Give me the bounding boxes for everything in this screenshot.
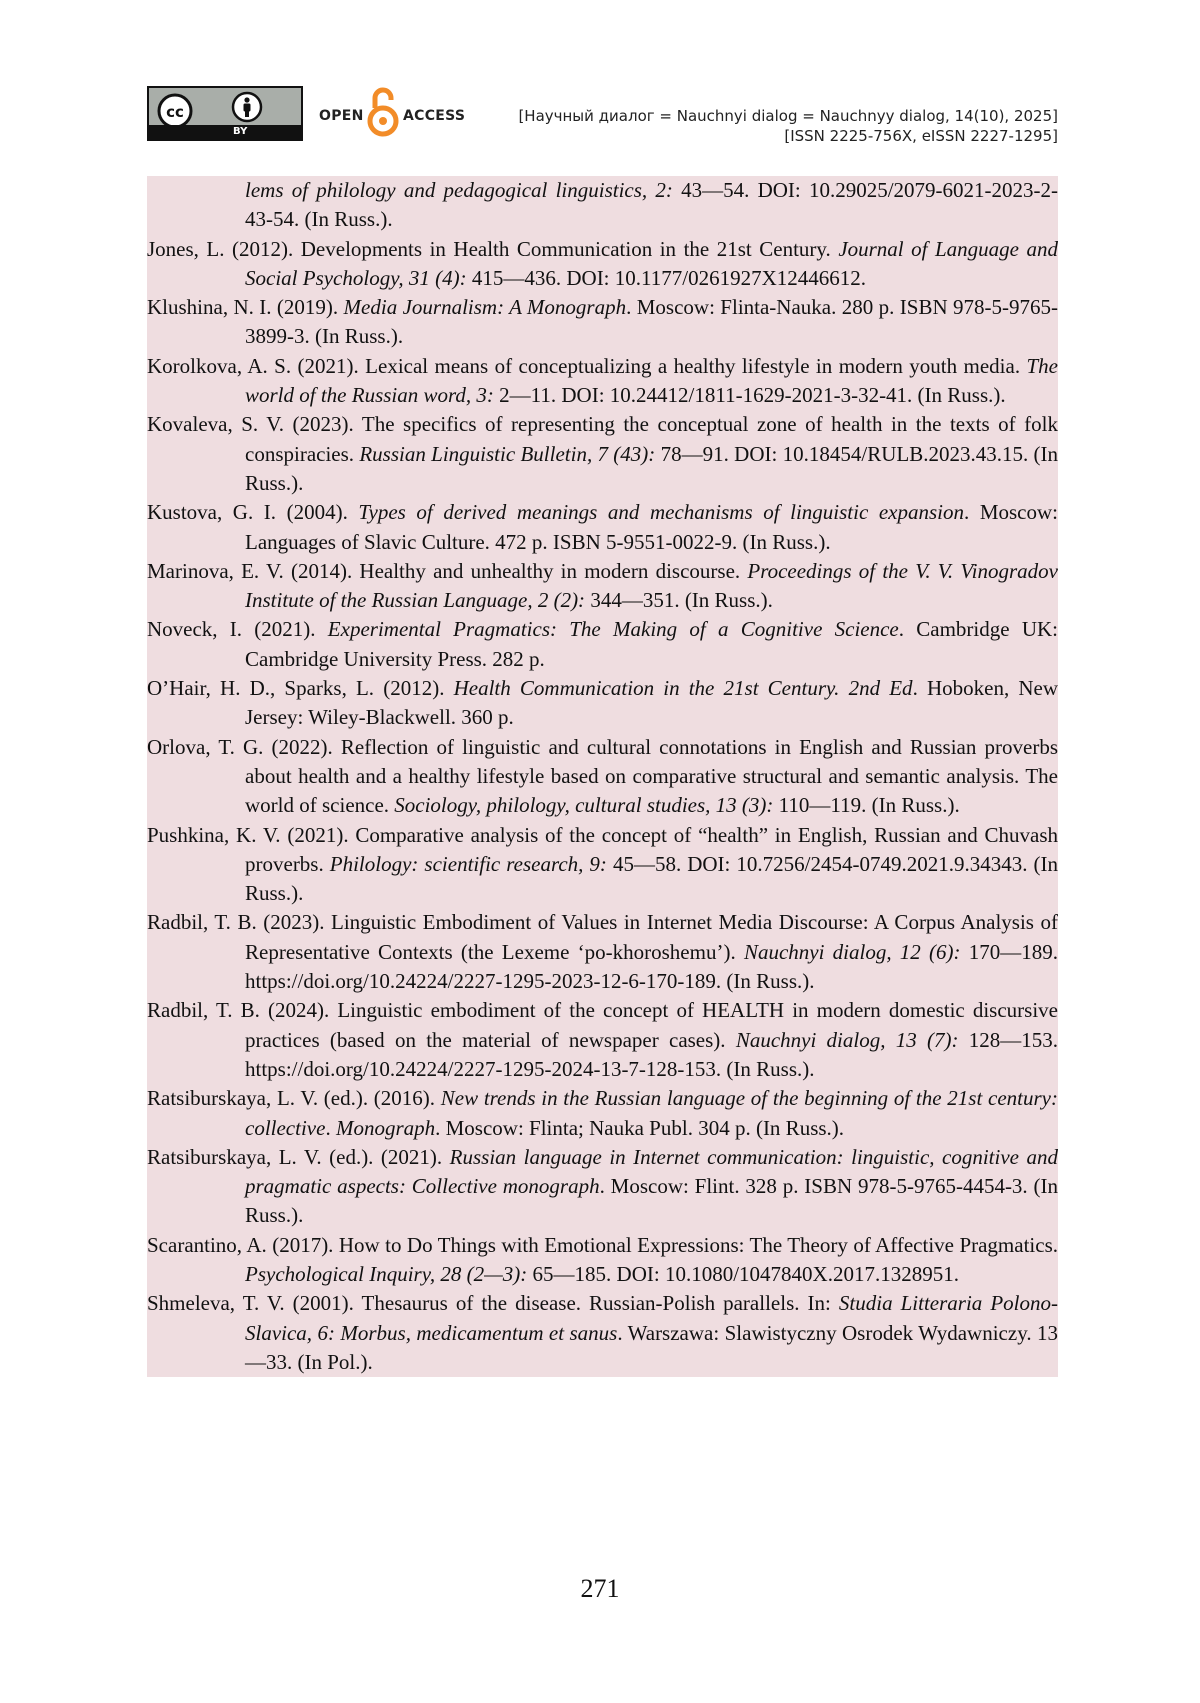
cc-by-license-badge[interactable] bbox=[147, 86, 303, 141]
reference-entry bbox=[147, 821, 1058, 909]
reference-text-segment: Ratsiburskaya, L. V. (ed.). (2021). bbox=[147, 1144, 450, 1169]
reference-text-segment: Shmeleva, T. V. (2001). Thesaurus of the disease. Russian-Polish parallels. In: bbox=[147, 1291, 839, 1316]
reference-italic-segment: Russian Linguistic Bulletin, 7 (43): bbox=[359, 441, 656, 466]
reference-text-segment: Kovaleva, S. V. (2023). The specifics of representing the conceptual zone of health in the texts of folk conspiracies. bbox=[147, 412, 1058, 466]
reference-entry bbox=[147, 498, 1058, 557]
reference-italic-segment: Philology: scientific research, 9: bbox=[329, 851, 607, 876]
reference-italic-segment: Proceedings of the V. V. Vinogradov Institute of the Russian Language, 2 (2): bbox=[245, 558, 1058, 613]
journal-citation-line: [Научный диалог = Nauchnyi dialog = Nauchnyy dialog, 14(10), 2025] bbox=[518, 107, 1058, 125]
reference-text-segment: Orlova, T. G. (2022). Reflection of linguistic and cultural connotations in English and Russian proverbs about health and a healthy lifestyle based on comparative structural and semantic analysis. The world of science. bbox=[147, 734, 1058, 818]
reference-text-segment: . Moscow: Languages of Slavic Culture. 472 p. ISBN 5-9551-0022-9. (In Russ.). bbox=[245, 500, 1058, 554]
reference-entry bbox=[147, 557, 1058, 616]
reference-text-segment: Marinova, E. V. (2014). Healthy and unhealthy in modern discourse. bbox=[147, 558, 748, 583]
reference-text-segment: . Moscow: Flint. 328 p. ISBN 978-5-9765-4454-3. (In Russ.). bbox=[245, 1174, 1058, 1228]
attribution-person-icon bbox=[231, 91, 263, 123]
reference-text-segment: 45—58. DOI: 10.7256/2454-0749.2021.9.34343. (In Russ.). bbox=[245, 851, 1058, 906]
reference-italic-segment: Health Communication in the 21st Century. 2nd Ed bbox=[453, 676, 913, 701]
reference-text-segment: . Warszawa: Slawistyczny Osrodek Wydawniczy. 13—33. (In Pol.). bbox=[245, 1320, 1058, 1374]
reference-entry bbox=[147, 996, 1058, 1084]
reference-entry bbox=[147, 908, 1058, 996]
reference-entry bbox=[147, 733, 1058, 821]
reference-text-segment: . Cambridge UK: Cambridge University Press. 282 p. bbox=[245, 617, 1058, 671]
reference-text-segment: 110—119. (In Russ.). bbox=[773, 793, 960, 818]
reference-text-segment: 170—189. https://doi.org/10.24224/2227-1295-2023-12-6-170-189. (In Russ.). bbox=[245, 939, 1059, 994]
reference-text-segment: Pushkina, K. V. (2021). Comparative analysis of the concept of “health” in English, Russian and Chuvash proverbs. bbox=[147, 822, 1058, 876]
reference-text-segment: 128—153. https://doi.org/10.24224/2227-1295-2024-13-7-128-153. (In Russ.). bbox=[245, 1027, 1058, 1081]
reference-italic-segment: The world of the Russian word, 3: bbox=[245, 353, 1058, 408]
open-access-label-right: ACCESS bbox=[403, 108, 466, 124]
reference-italic-segment: Psychological Inquiry, 28 (2—3): bbox=[245, 1261, 528, 1286]
open-access-logo[interactable] bbox=[319, 86, 469, 142]
reference-text-segment: 2—11. DOI: 10.24412/1811-1629-2021-3-32-41. (In Russ.). bbox=[493, 383, 1006, 408]
reference-italic-segment: Nauchnyi dialog, 13 (7): bbox=[735, 1027, 959, 1052]
page-header bbox=[147, 86, 1058, 144]
reference-list bbox=[147, 176, 1058, 1377]
svg-text:cc: cc bbox=[166, 103, 184, 121]
reference-text-segment: Korolkova, A. S. (2021). Lexical means of conceptualizing a healthy lifestyle in modern youth media. bbox=[147, 353, 1027, 378]
creative-commons-icon bbox=[157, 93, 193, 129]
reference-entry bbox=[147, 1231, 1058, 1290]
journal-meta bbox=[518, 106, 1058, 146]
reference-text-segment: 78—91. DOI: 10.18454/RULB.2023.43.15. (In Russ.). bbox=[245, 441, 1058, 495]
reference-entry bbox=[147, 1084, 1058, 1143]
reference-italic-segment: New trends in the Russian language of the beginning of the 21st century: collective bbox=[245, 1086, 1058, 1140]
reference-entry bbox=[147, 235, 1058, 294]
reference-italic-segment: Nauchnyi dialog, 12 (6): bbox=[743, 939, 961, 964]
reference-text-segment: 65—185. DOI: 10.1080/1047840X.2017.1328951. bbox=[527, 1261, 959, 1286]
reference-text-segment: . Hoboken, New Jersey: Wiley-Blackwell. 360 p. bbox=[245, 676, 1059, 730]
reference-entry bbox=[147, 615, 1058, 674]
reference-italic-segment: Studia Litteraria Polono-Slavica, 6: Morbus, medicamentum et sanus bbox=[245, 1291, 1058, 1345]
reference-italic-segment: Media Journalism: A Monograph bbox=[343, 295, 627, 320]
reference-text-segment: . Moscow: Flinta; Nauka Publ. 304 p. (In Russ.). bbox=[435, 1115, 845, 1140]
reference-italic-segment: Experimental Pragmatics: The Making of a Cognitive Science bbox=[327, 617, 899, 642]
page-number: 271 bbox=[580, 1574, 620, 1603]
cc-by-label: BY bbox=[233, 126, 248, 137]
reference-text-segment: Klushina, N. I. (2019). bbox=[147, 295, 344, 320]
reference-italic-segment: Russian language in Internet communication: linguistic, cognitive and pragmatic aspects: Collective monograph bbox=[245, 1144, 1058, 1199]
issn-line: [ISSN 2225-756X, eISSN 2227-1295] bbox=[784, 127, 1058, 145]
reference-entry bbox=[147, 410, 1058, 498]
reference-entry bbox=[147, 352, 1058, 411]
reference-entry bbox=[147, 293, 1058, 352]
reference-text-segment: . Moscow: Flinta-Nauka. 280 p. ISBN 978-5-9765-3899-3. (In Russ.). bbox=[245, 295, 1058, 349]
reference-text-segment: Jones, L. (2012). Developments in Health Communication in the 21st Century. bbox=[147, 236, 839, 261]
reference-text-segment: 344—351. (In Russ.). bbox=[585, 588, 773, 613]
reference-italic-segment: Sociology, philology, cultural studies, 13 (3): bbox=[394, 793, 774, 818]
reference-text-segment: Scarantino, A. (2017). How to Do Things with Emotional Expressions: The Theory of Affective Pragmatics. bbox=[147, 1232, 1058, 1257]
open-access-lock-icon bbox=[366, 86, 400, 138]
reference-entry bbox=[147, 674, 1058, 733]
reference-entry bbox=[147, 1143, 1058, 1231]
reference-text-segment: Noveck, I. (2021). bbox=[147, 617, 328, 642]
reference-text-segment: 43—54. DOI: 10.29025/2079-6021-2023-2-43-54. (In Russ.). bbox=[245, 178, 1059, 232]
cc-badge-strip bbox=[149, 125, 301, 139]
reference-entry bbox=[147, 1289, 1058, 1377]
reference-italic-segment: lems of philology and pedagogical linguistics, 2: bbox=[245, 178, 673, 202]
open-access-label-left: OPEN bbox=[319, 108, 364, 124]
reference-italic-segment: Journal of Language and Social Psychology, 31 (4): bbox=[245, 236, 1059, 290]
reference-italic-segment: Types of derived meanings and mechanisms of linguistic expansion bbox=[358, 500, 965, 525]
reference-text-segment: . bbox=[325, 1115, 336, 1140]
reference-text-segment: Kustova, G. I. (2004). bbox=[147, 500, 359, 525]
reference-text-segment: O’Hair, H. D., Sparks, L. (2012). bbox=[147, 676, 454, 701]
reference-continuation bbox=[147, 176, 1058, 235]
reference-text-segment: Radbil, T. B. (2024). Linguistic embodiment of the concept of HEALTH in modern domestic discursive practices (based on the material of newspaper cases). bbox=[147, 998, 1058, 1052]
reference-italic-segment: Monograph bbox=[335, 1115, 436, 1140]
reference-text-segment: Radbil, T. B. (2023). Linguistic Embodiment of Values in Internet Media Discourse: A Corpus Analysis of Representative Contexts (the Lexeme ‘po-khoroshemu’). bbox=[147, 910, 1058, 964]
reference-text-segment: 415—436. DOI: 10.1177/0261927X12446612. bbox=[466, 265, 866, 290]
reference-text-segment: Ratsiburskaya, L. V. (ed.). (2016). bbox=[147, 1086, 441, 1111]
